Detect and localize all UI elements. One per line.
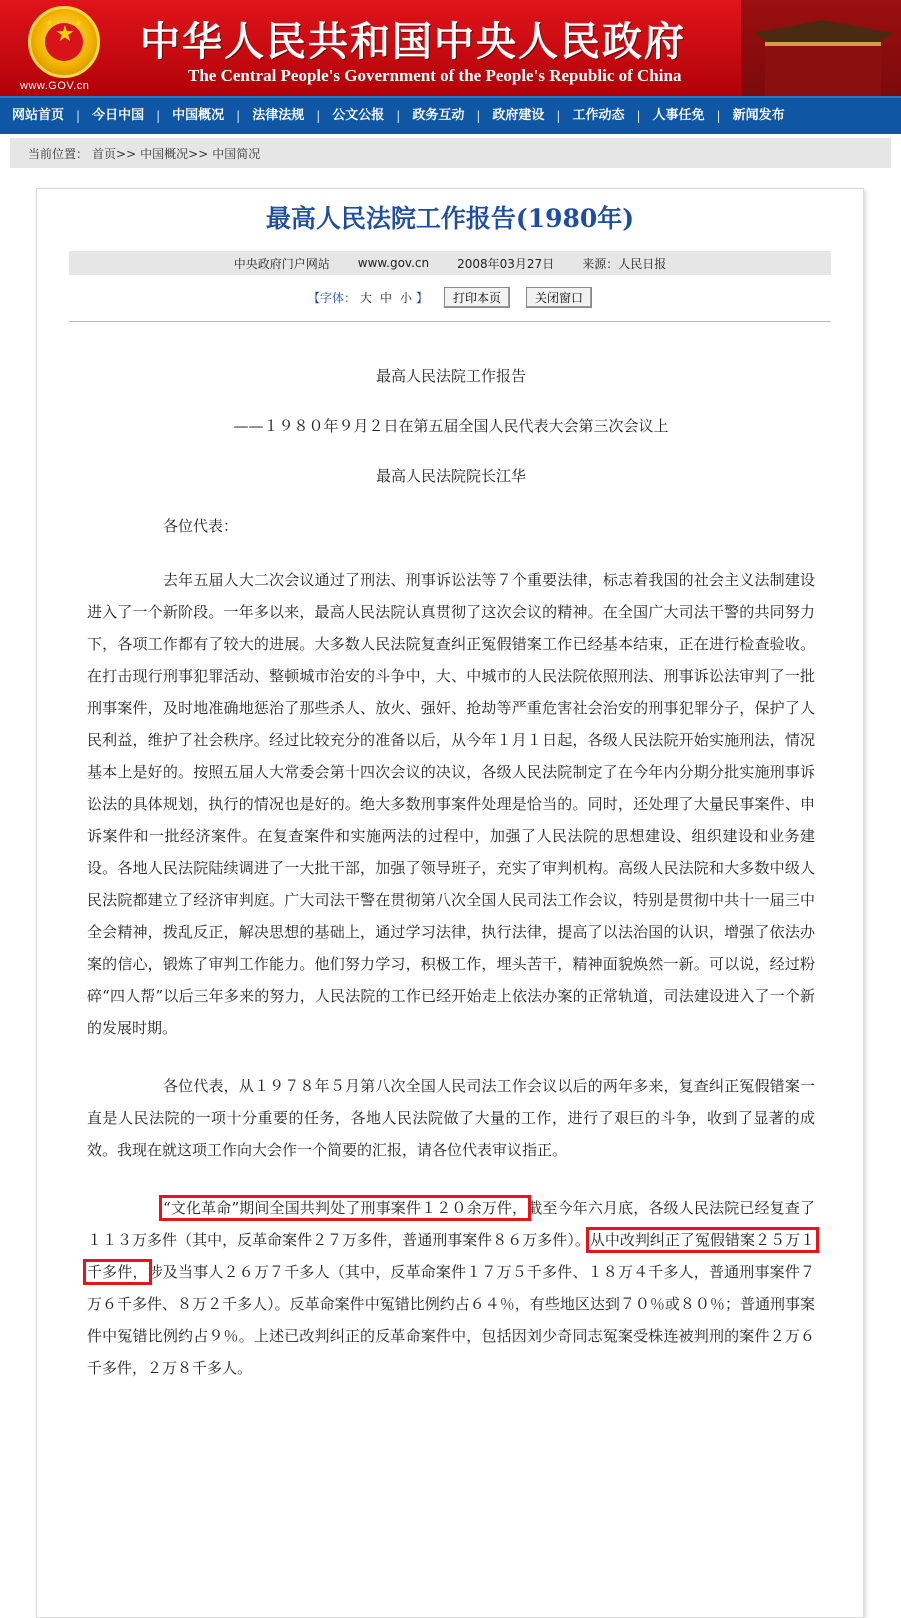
paragraph-3-text: 截至今年六月底，各级人民法院已经复查了１１３万多件（其中，反革命案件２７万多件，普通刑事案件８６万多件）。 <box>87 1199 815 1249</box>
font-size-close: 】 <box>416 290 429 305</box>
nav-item-today-china[interactable]: 今日中国 <box>92 108 145 123</box>
article-meta <box>69 251 831 275</box>
highlight-box: “文化革命”期间全国共判处了刑事案件１２０余万件， <box>163 1199 528 1217</box>
report-subheading: ——１９８０年９月２日在第五届全国人民代表大会第三次会议上 <box>233 417 669 435</box>
main-nav: 网站首页 | 今日中国 | 中国概况 | 法律法规 | 公文公报 | 政务互动 | 政府建设 | 工作动态 | 人事任免 | 新闻发布 <box>0 96 901 134</box>
nav-item-appointments[interactable]: 人事任免 <box>652 108 705 123</box>
font-size-large[interactable]: 大 <box>359 290 372 305</box>
nav-item-gazette[interactable]: 公文公报 <box>332 108 385 123</box>
meta-date: 2008年03月27日 <box>457 256 555 271</box>
nav-item-home[interactable]: 网站首页 <box>12 108 65 123</box>
paragraph-1: 去年五届人大二次会议通过了刑法、刑事诉讼法等７个重要法律，标志着我国的社会主义法制建设进入了一个新阶段。一年多以来，最高人民法院认真贯彻了这次会议的精神。在全国广大司法干警的共同努力下，各项工作都有了较大的进展。大多数人民法院复查纠正冤假错案工作已经基本结束，正在进行检查验收。在打击现行刑事犯罪活动、整顿城市治安的斗争中，大、中城市的人民法院依照刑法、刑事诉讼法审判了一批刑事案件，及时地准确地惩治了那些杀人、放火、强奸、抢劫等严重危害社会治安的刑事犯罪分子，保护了人民利益，维护了社会秩序。经过比较充分的准备以后，从今年１月１日起，各级人民法院开始实施刑法，情况基本上是好的。按照五届人大常委会第十四次会议的决议，各级人民法院制定了在今年内分期分批实施刑事诉讼法的具体规划，执行的情况也是好的。绝大多数刑事案件处理是恰当的。同时，还处理了大量民事案件、申诉案件和一批经济案件。在复查案件和实施两法的过程中，加强了人民法院的思想建设、组织建设和业务建设。各地人民法院陆续调进了一大批干部，加强了领导班子，充实了审判机构。高级人民法院和大多数中级人民法院都建立了经济审判庭。广大司法干警在贯彻第八次全国人民司法工作会议，特别是贯彻中共十一届三中全会精神，拨乱反正，解决思想的基础上，通过学习法律，执行法律，提高了以法治国的认识，增强了依法办案的信心，锻炼了审判工作能力。他们努力学习，积极工作，埋头苦干，精神面貌焕然一新。可以说，经过粉碎“四人帮”以后三年多来的努力，人民法院的工作已经开始走上依法办案的正常轨道，司法建设进入了一个新的发展时期。 <box>87 571 815 1037</box>
site-banner <box>0 0 901 96</box>
greeting: 各位代表： <box>163 517 239 535</box>
meta-site: 中央政府门户网站 <box>233 256 330 271</box>
nav-item-china-overview[interactable]: 中国概况 <box>172 108 225 123</box>
font-size-label: 【字体： <box>307 290 356 305</box>
site-subtitle: The Central People's Government of the People's Republic of China <box>188 66 682 85</box>
divider <box>69 321 831 322</box>
font-size-small[interactable]: 小 <box>399 290 412 305</box>
paragraph-2: 各位代表，从１９７８年５月第八次全国人民司法工作会议以后的两年多来，复查纠正冤假错案一直是人民法院的一项十分重要的任务，各地人民法院做了大量的工作，进行了艰巨的斗争，收到了显著的成效。我现在就这项工作向大会作一个简要的汇报，请各位代表审议指正。 <box>87 1077 815 1159</box>
nav-item-press[interactable]: 新闻发布 <box>732 108 785 123</box>
breadcrumb <box>10 138 891 168</box>
article-card <box>36 188 864 1618</box>
nav-item-interaction[interactable]: 政务互动 <box>412 108 465 123</box>
print-button[interactable]: 打印本页 <box>444 287 510 308</box>
article-title: 最高人民法院工作报告(1980年) <box>265 204 635 233</box>
close-window-button[interactable]: 关闭窗口 <box>526 287 592 308</box>
meta-source: 来源：人民日报 <box>582 256 667 271</box>
nav-item-work-news[interactable]: 工作动态 <box>572 108 625 123</box>
paragraph-3-text: 涉及当事人２６万７千多人（其中，反革命案件１７万５千多件、１８万４千多人，普通刑事案件７万６千多件、８万２千多人）。反革命案件中冤错比例约占６４％，有些地区达到７０％或８０％；普通刑事案件中冤错比例约占９％。上述已改判纠正的反革命案件中，包括因刘少奇同志冤案受株连被判刑的案件２万６千多件，２万８千多人。 <box>87 1263 815 1377</box>
breadcrumb-label: 当前位置： <box>28 146 89 161</box>
report-heading: 最高人民法院工作报告 <box>375 367 526 385</box>
national-emblem-icon[interactable]: ★ ★ ★ <box>28 6 100 78</box>
nav-item-government[interactable]: 政府建设 <box>492 108 545 123</box>
site-title: 中华人民共和国中央人民政府 <box>140 19 686 65</box>
report-author: 最高人民法院院长江华 <box>375 467 526 485</box>
font-size-medium[interactable]: 中 <box>379 290 392 305</box>
article-tools <box>37 285 863 309</box>
article-body <box>87 364 815 1384</box>
nav-item-laws[interactable]: 法律法规 <box>252 108 305 123</box>
breadcrumb-current[interactable]: 中国简况 <box>212 146 261 161</box>
highlight-box: 从中改判纠正了冤假错案２５万１千多件， <box>87 1231 815 1281</box>
breadcrumb-home[interactable]: 首页>> <box>92 146 137 161</box>
site-url[interactable]: www.GOV.cn <box>20 80 90 92</box>
meta-domain: www.gov.cn <box>357 256 430 270</box>
breadcrumb-overview[interactable]: 中国概况>> <box>140 146 209 161</box>
tiananmen-gate-icon <box>741 0 901 96</box>
paragraph-3 <box>87 1192 815 1384</box>
